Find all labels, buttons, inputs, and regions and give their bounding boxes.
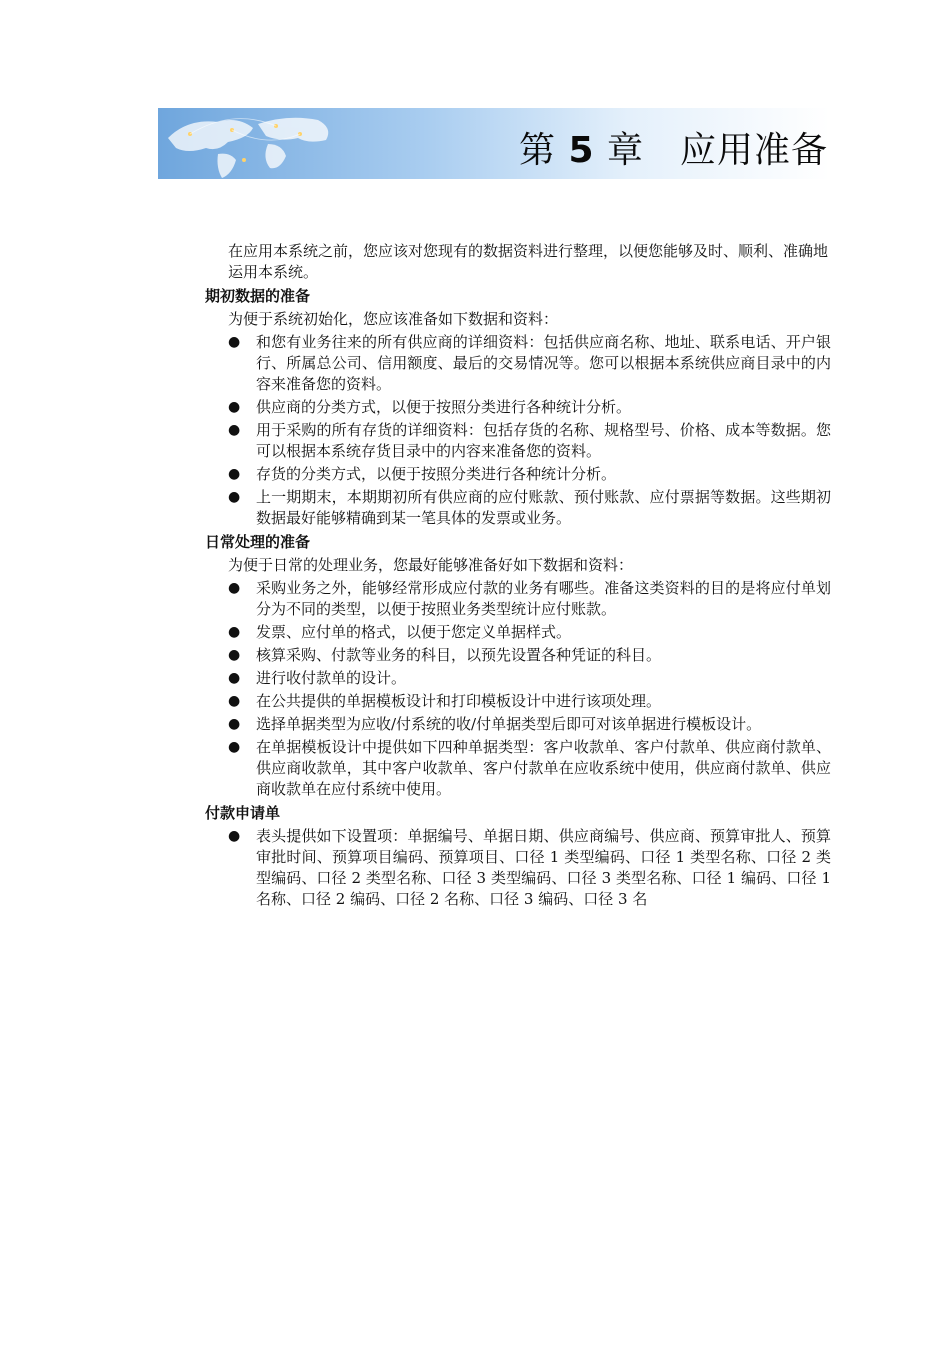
- section-heading: 付款申请单: [205, 804, 281, 822]
- list-item: ● 选择单据类型为应收/付系统的收/付单据类型后即可对该单据进行模板设计。: [228, 715, 762, 733]
- bullet-icon: ●: [228, 399, 241, 415]
- list-item: ● 用于采购的所有存货的详细资料：包括存货的名称、规格型号、价格、成本等数据。您可以根据本系统存货目录中的内容来准备您的资料。: [228, 421, 831, 460]
- bullet-icon: ●: [228, 489, 241, 505]
- chapter-banner: [158, 108, 830, 179]
- list-item: ● 表头提供如下设置项：单据编号、单据日期、供应商编号、供应商、预算审批人、预算审批时间、预算项目编码、预算项目、口径 1 类型编码、口径 1 类型名称、口径 2 类型编码、口径 2 类型名称、口径 3 类型编码、口径 3 类型名称、口径 1 编码、口径 1 名称、口径 2 编码、口径 2 名称、口径 3 编码、口径 3 名: [228, 827, 831, 908]
- page-content: [205, 241, 831, 912]
- bullet-icon: ●: [228, 624, 241, 640]
- chapter-suffix: 章: [606, 130, 644, 171]
- section-heading: 日常处理的准备: [205, 533, 311, 551]
- list-item: ● 进行收付款单的设计。: [228, 669, 407, 687]
- list-item: ● 供应商的分类方式，以便于按照分类进行各种统计分析。: [228, 398, 632, 416]
- bullet-icon: ●: [228, 739, 241, 755]
- chapter-title: [519, 122, 828, 173]
- bullet-list: [205, 332, 831, 529]
- list-item: ● 采购业务之外，能够经常形成应付款的业务有哪些。准备这类资料的目的是将应付单划分为不同的类型，以便于按照业务类型统计应付账款。: [228, 579, 831, 618]
- list-item: ● 和您有业务往来的所有供应商的详细资料：包括供应商名称、地址、联系电话、开户银行、所属总公司、信用额度、最后的交易情况等。您可以根据本系统供应商目录中的内容来准备您的资料。: [228, 333, 831, 393]
- bullet-icon: ●: [228, 828, 241, 844]
- bullet-icon: ●: [228, 580, 241, 596]
- bullet-list: [205, 578, 831, 800]
- bullet-list: [205, 826, 831, 910]
- section-daily-processing: [205, 532, 831, 800]
- section-lead: 为便于系统初始化，您应该准备如下数据和资料：: [228, 310, 559, 328]
- list-item: ● 核算采购、付款等业务的科目，以预先设置各种凭证的科目。: [228, 646, 662, 664]
- section-lead: 为便于日常的处理业务，您最好能够准备好如下数据和资料：: [228, 556, 634, 574]
- bullet-icon: ●: [228, 670, 241, 686]
- list-item: ● 上一期期末，本期期初所有供应商的应付账款、预付账款、应付票据等数据。这些期初数据最好能够精确到某一笔具体的发票或业务。: [228, 488, 831, 527]
- list-item: ● 发票、应付单的格式，以便于您定义单据样式。: [228, 623, 572, 641]
- chapter-prefix: 第: [518, 130, 556, 171]
- list-item: ● 存货的分类方式，以便于按照分类进行各种统计分析。: [228, 465, 617, 483]
- section-payment-request: [205, 803, 831, 910]
- chapter-name: 应用准备: [679, 130, 828, 171]
- bullet-icon: ●: [228, 334, 241, 350]
- bullet-icon: ●: [228, 422, 241, 438]
- bullet-icon: ●: [228, 647, 241, 663]
- section-opening-data: [205, 286, 831, 529]
- intro-paragraph: 在应用本系统之前，您应该对您现有的数据资料进行整理，以便您能够及时、顺利、准确地运用本系统。: [228, 242, 829, 281]
- section-heading: 期初数据的准备: [205, 287, 311, 305]
- list-item: ● 在公共提供的单据模板设计和打印模板设计中进行该项处理。: [228, 692, 662, 710]
- bullet-icon: ●: [228, 466, 241, 482]
- bullet-icon: ●: [228, 716, 241, 732]
- bullet-icon: ●: [228, 693, 241, 709]
- chapter-number: 5: [568, 130, 595, 171]
- list-item: ● 在单据模板设计中提供如下四种单据类型：客户收款单、客户付款单、供应商付款单、供应商收款单，其中客户收款单、客户付款单在应收系统中使用，供应商付款单、供应商收款单在应付系统中使用。: [228, 738, 831, 798]
